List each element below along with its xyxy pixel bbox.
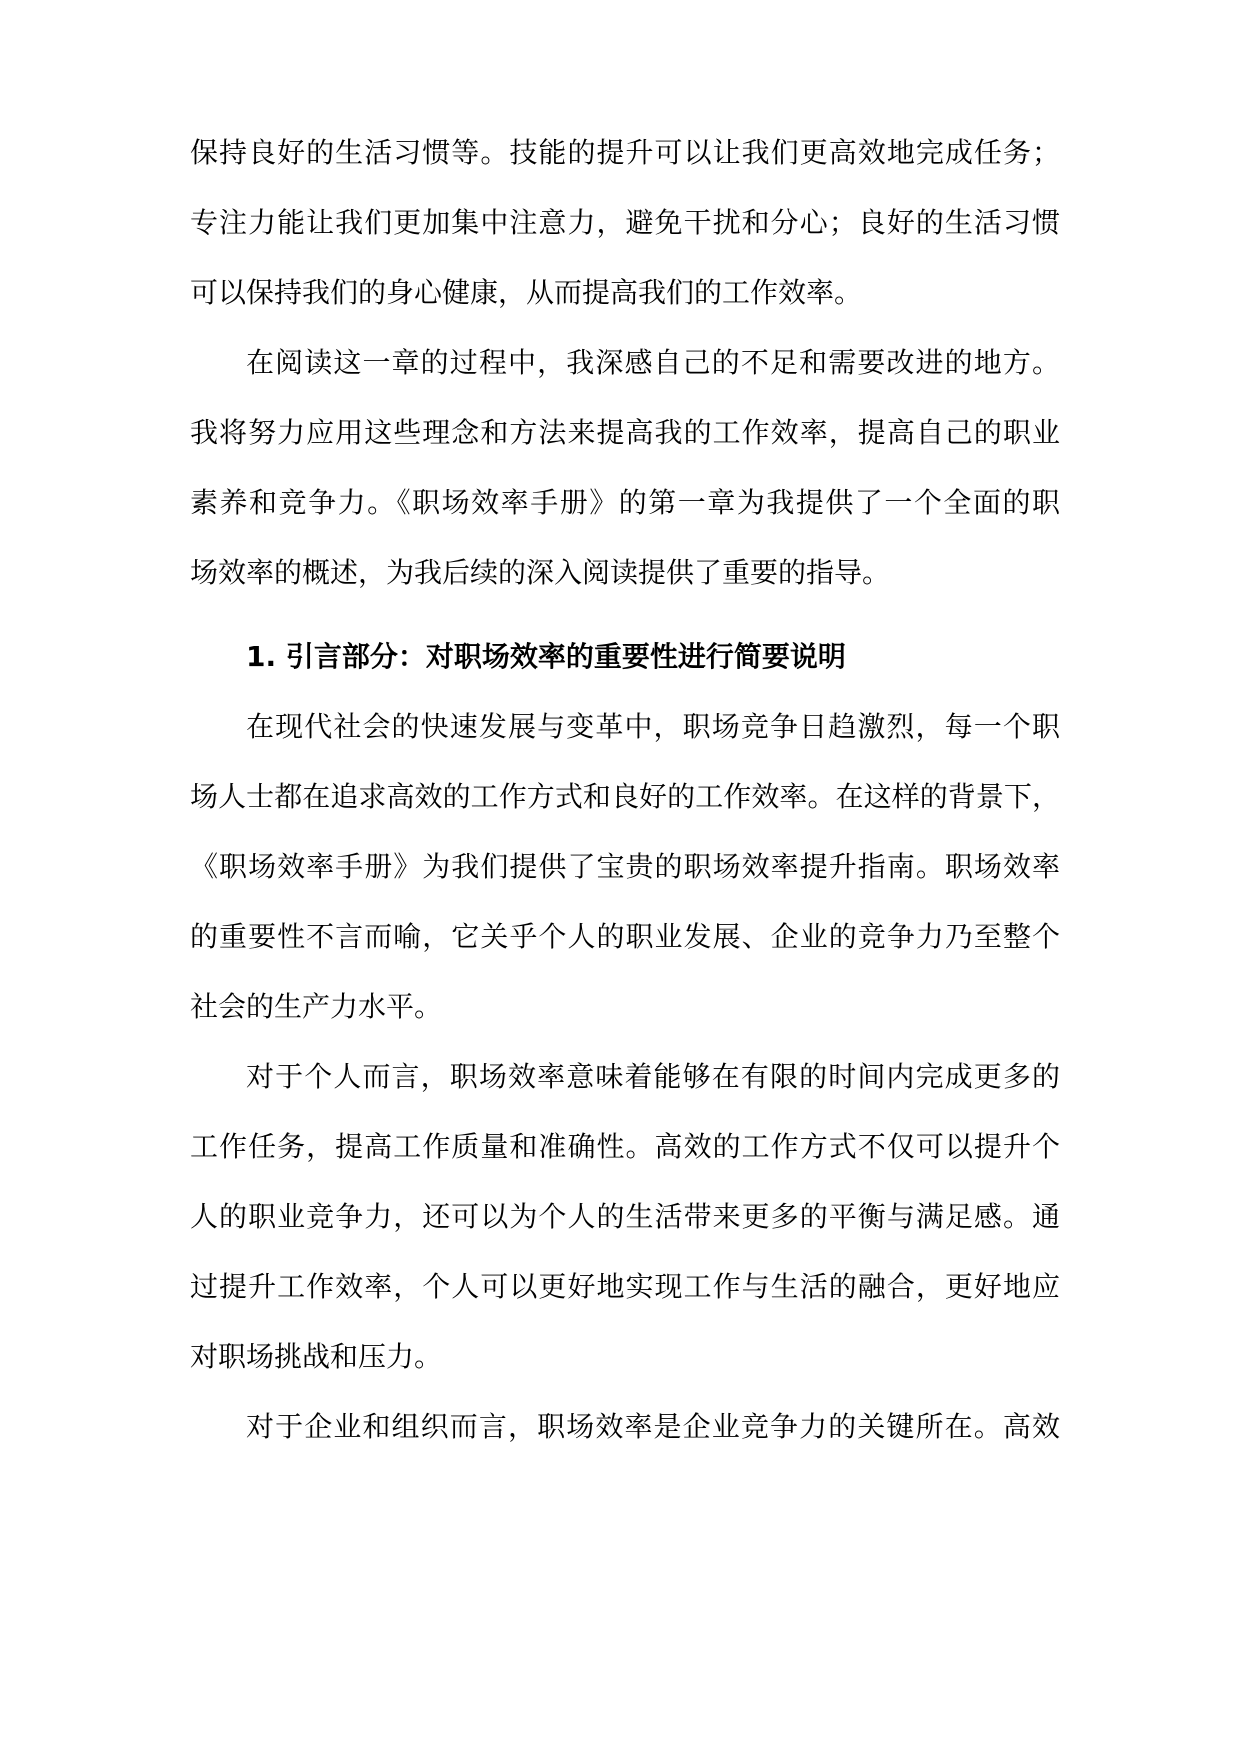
text-line: 对职场挑战和压力。 — [190, 1340, 443, 1373]
text-line: 的重要性不言而喻，它关乎个人的职业发展、企业的竞争力乃至整个 — [190, 920, 1060, 953]
text-line: 可以保持我们的身心健康，从而提高我们的工作效率。 — [190, 276, 863, 309]
text-line: 保持良好的生活习惯等。技能的提升可以让我们更高效地完成任务； — [190, 136, 1060, 169]
text-line: 对于个人而言，职场效率意味着能够在有限的时间内完成更多的 — [246, 1060, 1060, 1093]
text-line: 《职场效率手册》为我们提供了宝贵的职场效率提升指南。职场效率 — [190, 850, 1060, 883]
section-heading: 1. 引言部分：对职场效率的重要性进行简要说明 — [246, 640, 846, 673]
text-line: 工作任务，提高工作质量和准确性。高效的工作方式不仅可以提升个 — [190, 1130, 1060, 1163]
text-line: 对于企业和组织而言，职场效率是企业竞争力的关键所在。高效 — [246, 1410, 1060, 1443]
text-line: 我将努力应用这些理念和方法来提高我的工作效率，提高自己的职业 — [190, 416, 1060, 449]
text-line: 社会的生产力水平。 — [190, 990, 443, 1023]
text-line: 专注力能让我们更加集中注意力，避免干扰和分心；良好的生活习惯 — [190, 206, 1060, 239]
text-line: 在现代社会的快速发展与变革中，职场竞争日趋激烈，每一个职 — [246, 710, 1060, 743]
text-line: 过提升工作效率，个人可以更好地实现工作与生活的融合，更好地应 — [190, 1270, 1060, 1303]
text-line: 人的职业竞争力，还可以为个人的生活带来更多的平衡与满足感。通 — [190, 1200, 1060, 1233]
text-line: 在阅读这一章的过程中，我深感自己的不足和需要改进的地方。 — [246, 346, 1060, 379]
text-line: 场效率的概述，为我后续的深入阅读提供了重要的指导。 — [190, 556, 891, 589]
text-line: 场人士都在追求高效的工作方式和良好的工作效率。在这样的背景下， — [190, 780, 1060, 813]
text-line: 素养和竞争力。《职场效率手册》的第一章为我提供了一个全面的职 — [190, 486, 1060, 519]
